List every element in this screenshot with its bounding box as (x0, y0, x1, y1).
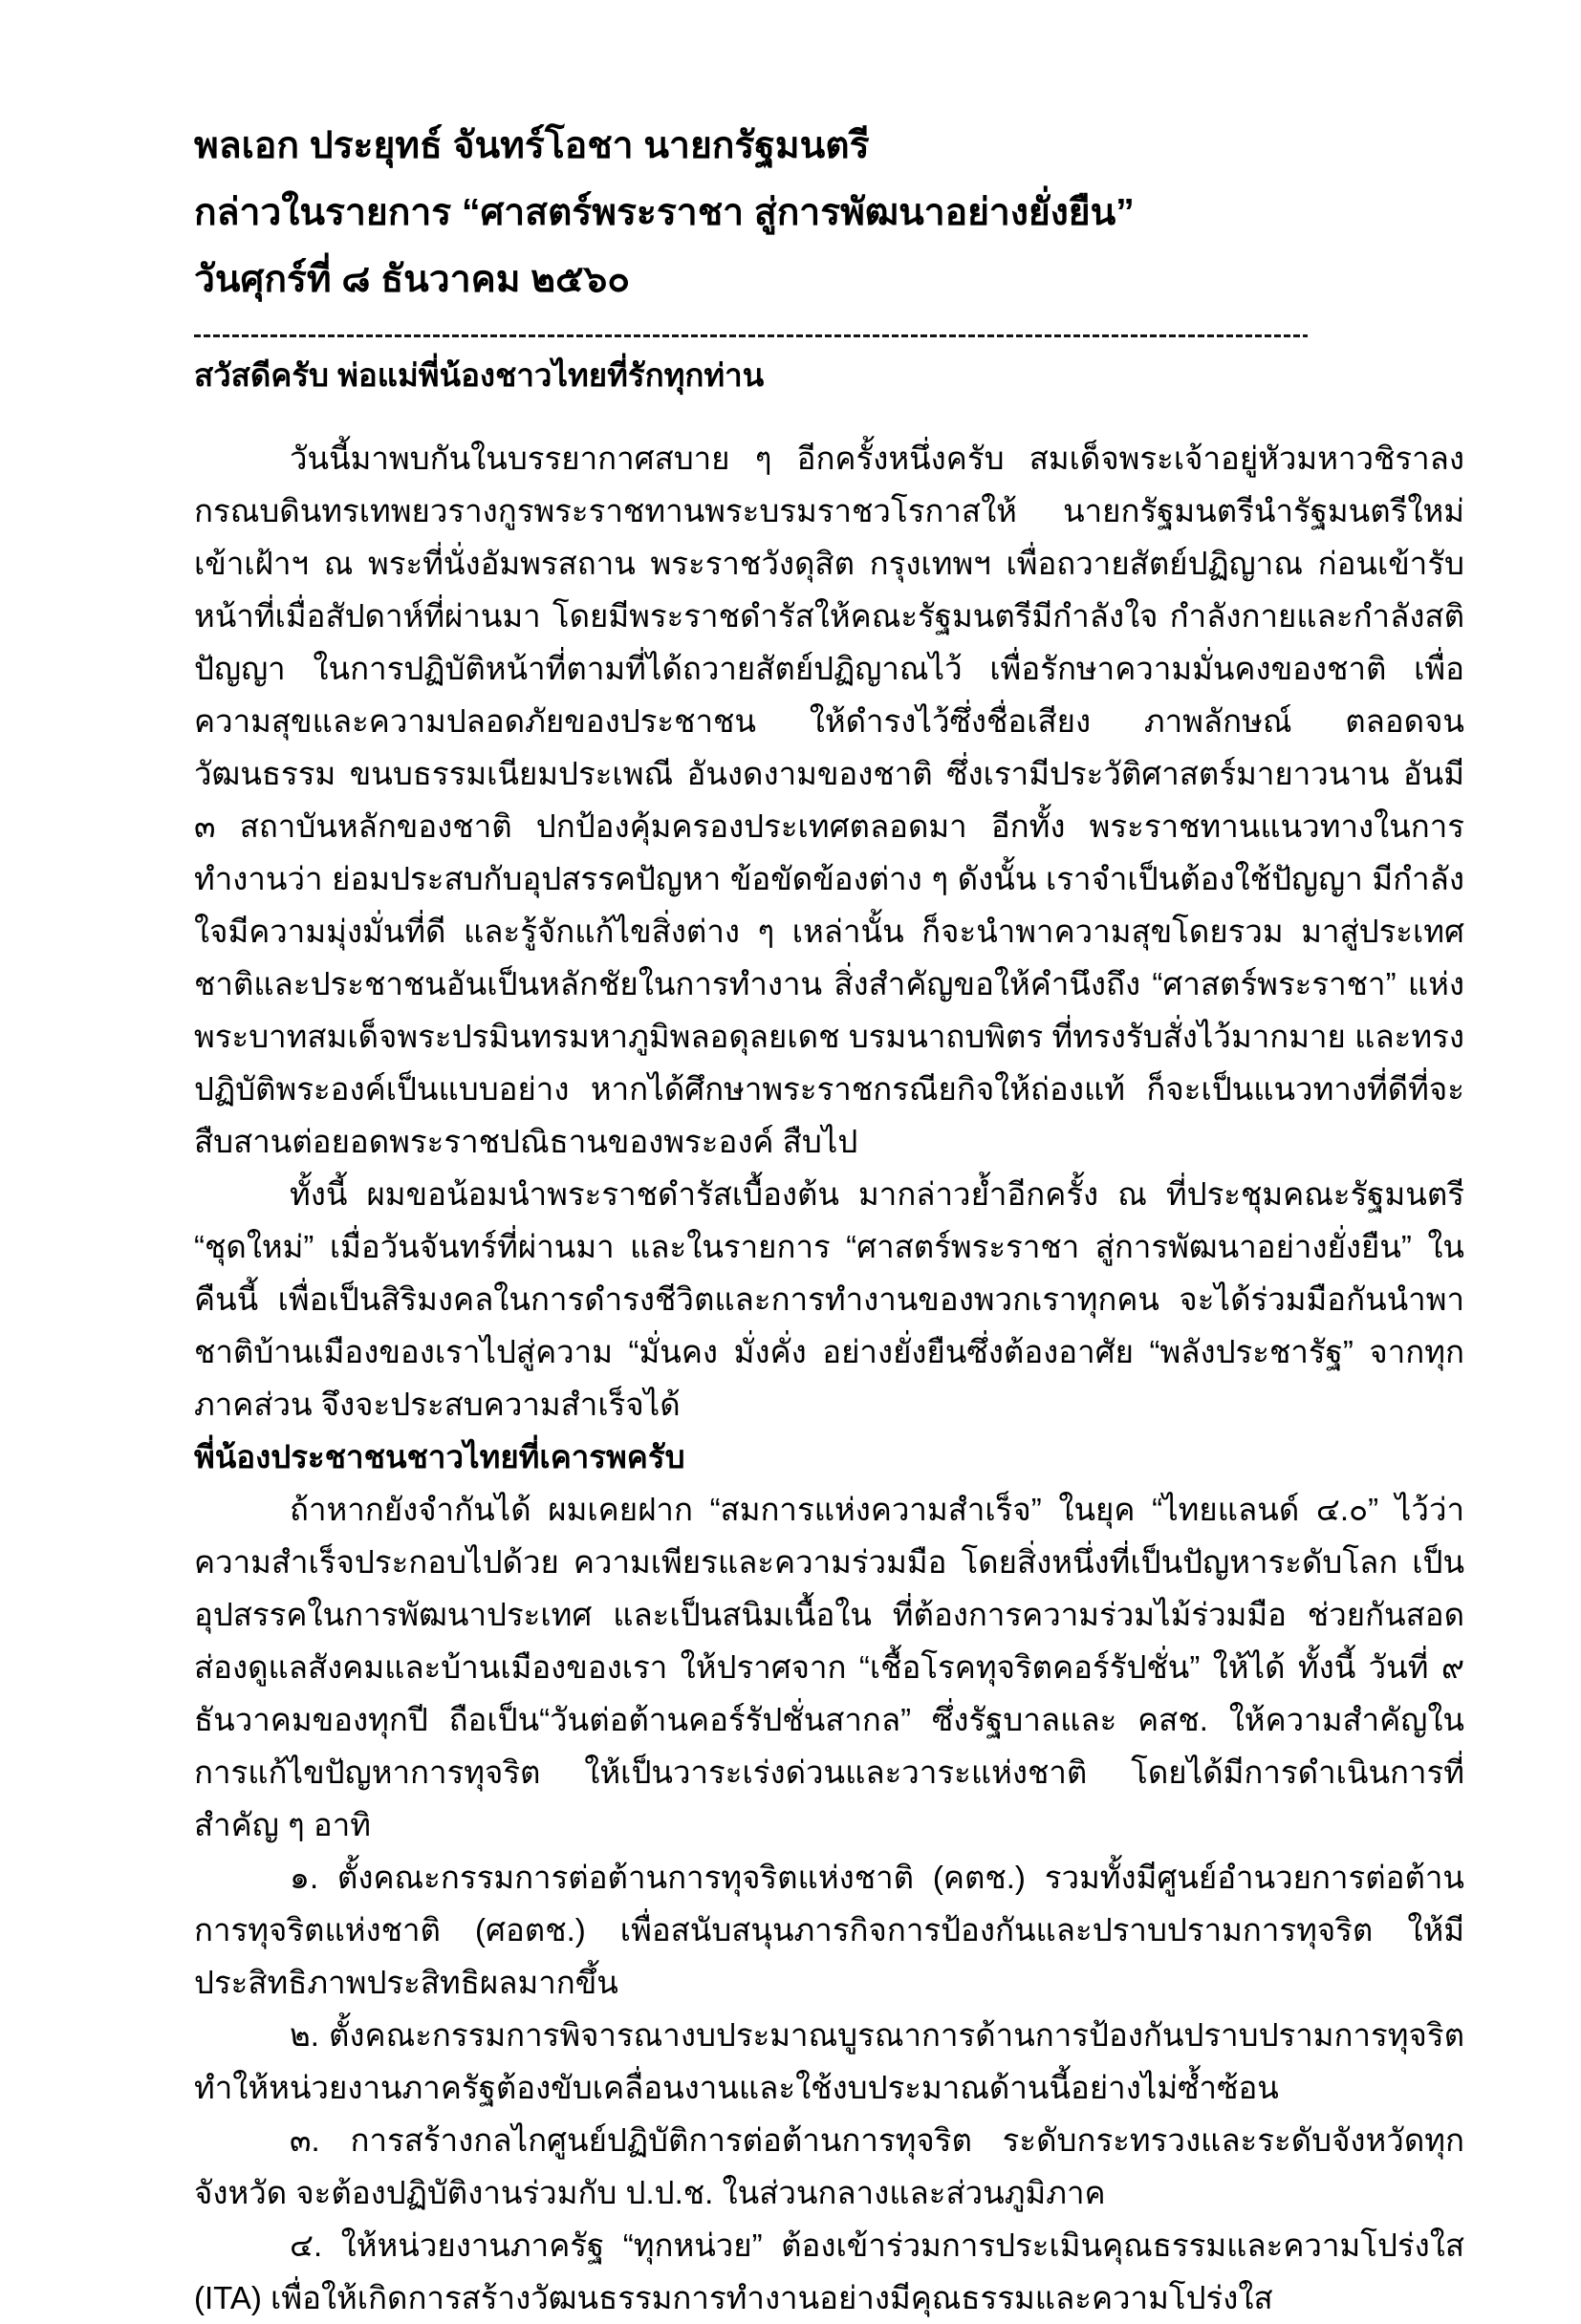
list-item-1: ๑. ตั้งคณะกรรมการต่อต้านการทุจริตแห่งชาติ (คตช.) รวมทั้งมีศูนย์อำนวยการต่อต้านการทุจริตแห่งชาติ (ศอตช.) เพื่อสนับสนุนภารกิจการป้องกันและปราบปรามการทุจริต ให้มีประสิทธิภาพประสิทธิผลมากขึ้น (194, 1860, 1464, 2000)
paragraph-royal-remarks-recap: ทั้งนี้ ผมขอน้อมนำพระราชดำรัสเบื้องต้น มากล่าวย้ำอีกครั้ง ณ ที่ประชุมคณะรัฐมนตรี “ชุดใหม่” เมื่อวันจันทร์ที่ผ่านมา และในรายการ “ศาสตร์พระราชา สู่การพัฒนาอย่างยั่งยืน” ในคืนนี้ เพื่อเป็นสิริมงคลในการดำรงชีวิตและการทำงานของพวกเราทุกคน จะได้ร่วมมือกันนำพาชาติบ้านเมืองของเราไปสู่ความ “มั่นคง มั่งคั่ง อย่างยั่งยืนซึ่งต้องอาศัย “พลังประชารัฐ” จากทุกภาคส่วน จึงจะประสบความสำเร็จได้ (194, 1176, 1464, 1422)
list-item-2: ๒. ตั้งคณะกรรมการพิจารณางบประมาณบูรณาการด้านการป้องกันปราบปรามการทุจริต ทำให้หน่วยงานภาครัฐต้องขับเคลื่อนงานและใช้งบประมาณด้านนี้อย่างไม่ซ้ำซ้อน (194, 2017, 1464, 2105)
greeting-heading: สวัสดีครับ พ่อแม่พี่น้องชาวไทยที่รักทุกท่าน (194, 357, 765, 393)
list-item-3: ๓. การสร้างกลไกศูนย์ปฏิบัติการต่อต้านการทุจริต ระดับกระทรวงและระดับจังหวัดทุกจังหวัด จะต้องปฏิบัติงานร่วมกับ ป.ป.ช. ในส่วนกลางและส่วนภูมิภาค (194, 2122, 1464, 2210)
document-title-line-2: กล่าวในรายการ “ศาสตร์พระราชา สู่การพัฒนาอย่างยั่งยืน” (194, 192, 1135, 233)
paragraph-success-equation: ถ้าหากยังจำกันได้ ผมเคยฝาก “สมการแห่งความสำเร็จ” ในยุค “ไทยแลนด์ ๔.๐” ไว้ว่า ความสำเร็จประกอบไปด้วย ความเพียรและความร่วมมือ โดยสิ่งหนึ่งที่เป็นปัญหาระดับโลก เป็นอุปสรรคในการพัฒนาประเทศ และเป็นสนิมเนื้อใน ที่ต้องการความร่วมไม้ร่วมมือ ช่วยกันสอดส่องดูแลสังคมและบ้านเมืองของเรา ให้ปราศจาก “เชื้อโรคทุจริตคอร์รัปชั่น” ให้ได้ ทั้งนี้ วันที่ ๙ ธันวาคมของทุกปี ถือเป็น“วันต่อต้านคอร์รัปชั่นสากล” ซึ่งรัฐบาลและ คสช. ให้ความสำคัญในการแก้ไขปัญหาการทุจริต ให้เป็นวาระเร่งด่วนและวาระแห่งชาติ โดยได้มีการดำเนินการที่สำคัญ ๆ อาทิ (194, 1492, 1464, 1842)
document-title-line-1: พลเอก ประยุทธ์ จันทร์โอชา นายกรัฐมนตรี (194, 125, 870, 166)
list-item-4: ๔. ให้หน่วยงานภาครัฐ “ทุกหน่วย” ต้องเข้าร่วมการประเมินคุณธรรมและความโปร่งใส (ITA) เพื่อให้เกิดการสร้างวัฒนธรรมการทำงานอย่างมีคุณธรรมและความโปร่งใส (194, 2227, 1464, 2315)
document-title-line-3: วันศุกร์ที่ ๘ ธันวาคม ๒๕๖๐ (194, 259, 631, 300)
dashed-divider (194, 334, 1308, 337)
section-heading-fellow-citizens: พี่น้องประชาชนชาวไทยที่เคารพครับ (194, 1439, 685, 1474)
document-body (194, 432, 1464, 2324)
paragraph-royal-audience: วันนี้มาพบกันในบรรยากาศสบาย ๆ อีกครั้งหนึ่งครับ สมเด็จพระเจ้าอยู่หัวมหาวชิราลงกรณบดินทรเทพยวรางกูรพระราชทานพระบรมราชวโรกาสให้ นายกรัฐมนตรีนำรัฐมนตรีใหม่เข้าเฝ้าฯ ณ พระที่นั่งอัมพรสถาน พระราชวังดุสิต กรุงเทพฯ เพื่อถวายสัตย์ปฏิญาณ ก่อนเข้ารับหน้าที่เมื่อสัปดาห์ที่ผ่านมา โดยมีพระราชดำรัสให้คณะรัฐมนตรีมีกำลังใจ กำลังกายและกำลังสติปัญญา ในการปฏิบัติหน้าที่ตามที่ได้ถวายสัตย์ปฏิญาณไว้ เพื่อรักษาความมั่นคงของชาติ เพื่อความสุขและความปลอดภัยของประชาชน ให้ดำรงไว้ซึ่งชื่อเสียง ภาพลักษณ์ ตลอดจนวัฒนธรรม ขนบธรรมเนียมประเพณี อันงดงามของชาติ ซึ่งเรามีประวัติศาสตร์มายาวนาน อันมี ๓ สถาบันหลักของชาติ ปกป้องคุ้มครองประเทศตลอดมา อีกทั้ง พระราชทานแนวทางในการทำงานว่า ย่อมประสบกับอุปสรรคปัญหา ข้อขัดข้องต่าง ๆ ดังนั้น เราจำเป็นต้องใช้ปัญญา มีกำลังใจมีความมุ่งมั่นที่ดี และรู้จักแก้ไขสิ่งต่าง ๆ เหล่านั้น ก็จะนำพาความสุขโดยรวม มาสู่ประเทศชาติและประชาชนอันเป็นหลักชัยในการทำงาน สิ่งสำคัญขอให้คำนึงถึง “ศาสตร์พระราชา” แห่งพระบาทสมเด็จพระปรมินทรมหาภูมิพลอดุลยเดช บรมนาถบพิตร ที่ทรงรับสั่งไว้มากมาย และทรงปฏิบัติพระองค์เป็นแบบอย่าง หากได้ศึกษาพระราชกรณียกิจให้ถ่องแท้ ก็จะเป็นแนวทางที่ดีที่จะสืบสานต่อยอดพระราชปณิธานของพระองค์ สืบไป (194, 441, 1464, 1159)
document-title-block (194, 113, 1464, 313)
